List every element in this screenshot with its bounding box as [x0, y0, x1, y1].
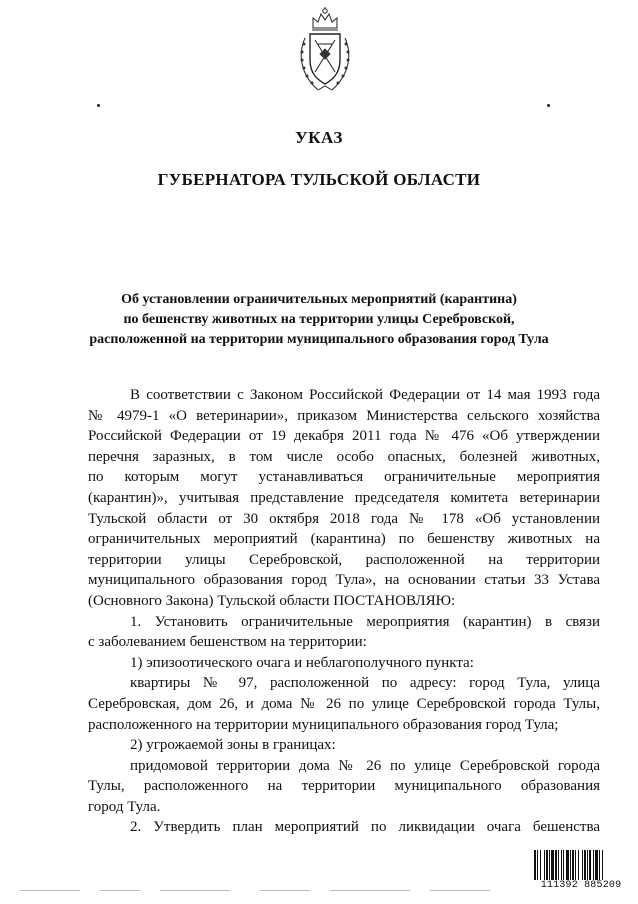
body-line: придомовой территории дома № 26 по улице Серебровской города	[130, 757, 600, 774]
coat-of-arms-emblem	[294, 6, 356, 96]
scan-noise-strip	[20, 889, 520, 893]
body-line: (Основного Закона) Тульской области ПОСТАНОВЛЯЮ:	[88, 592, 456, 609]
issuer-title: ГУБЕРНАТОРА ТУЛЬСКОЙ ОБЛАСТИ	[157, 170, 481, 189]
body-line: муниципального образования город Тула», на основании статьи 33 Устава	[88, 572, 600, 589]
body-line: Серебровская, дом 26, и дома № 26 по улице Серебровской города Тулы,	[88, 695, 600, 712]
barcode-number: 111392 885209	[532, 880, 630, 891]
document-type-title: УКАЗ	[295, 128, 343, 147]
body-line: ограничительных мероприятий (карантина) по бешенству животных на	[88, 531, 600, 548]
body-line: территории улицы Серебровской, расположенной на территории	[88, 551, 600, 568]
body-line: квартиры № 97, расположенной по адресу: город Тула, улица	[130, 675, 600, 692]
body-line: (карантин)», учитывая представление председателя комитета ветеринарии	[88, 489, 600, 506]
body-line: 2. Утвердить план мероприятий по ликвидации очага бешенства	[130, 819, 600, 836]
heading-line: расположенной на территории муниципального образования город Тула	[89, 332, 549, 347]
body-line: с заболеванием бешенством на территории:	[88, 634, 367, 651]
body-line: расположенного на территории муниципального образования город Тула;	[88, 716, 559, 733]
scan-dot	[97, 104, 100, 107]
body-line: 1. Установить ограничительные мероприятия (карантин) в связи	[130, 613, 600, 630]
body-line: Российской Федерации от 19 декабря 2011 года № 476 «Об утверждении	[88, 428, 600, 445]
body-line: 1) эпизоотического очага и неблагополучного пункта:	[130, 654, 474, 671]
body-line: город Тула.	[88, 798, 161, 815]
scan-dot	[547, 104, 550, 107]
body-line: Тулы, расположенного на территории муниципального образования	[88, 778, 600, 795]
body-line: 2) угрожаемой зоны в границах:	[130, 737, 336, 754]
decree-body	[88, 385, 600, 838]
body-line: перечня заразных, в том числе особо опасных, болезней животных,	[88, 448, 600, 465]
heading-line: по бешенству животных на территории улицы Серебровской,	[123, 312, 515, 327]
heading-line: Об установлении ограничительных мероприятий (карантина)	[121, 292, 517, 307]
body-line: № 4979-1 «О ветеринарии», приказом Министерства сельского хозяйства	[88, 407, 600, 424]
body-line: Тульской области от 30 октября 2018 года № 178 «Об установлении	[88, 510, 600, 527]
decree-heading	[0, 290, 638, 350]
body-line: по которым могут устанавливаться ограничительные мероприятия	[88, 469, 600, 486]
body-line: В соответствии с Законом Российской Федерации от 14 мая 1993 года	[130, 387, 600, 403]
